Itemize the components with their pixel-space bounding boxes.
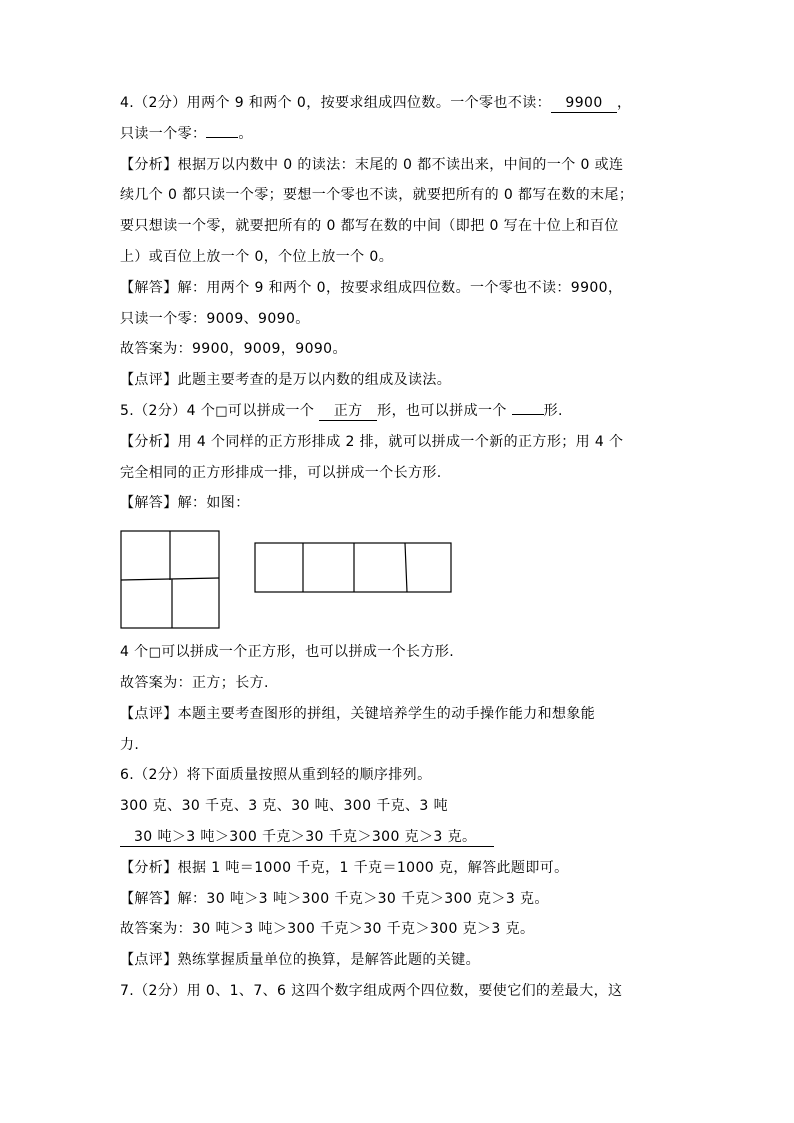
q5-answer-1: 正方 [319, 402, 377, 421]
q5-answer-blank [512, 398, 544, 415]
q4-answer-1: 9900 [551, 94, 617, 113]
q5-comment-2: 力. [120, 736, 140, 753]
q4-answer: 故答案为：9900，9009，9090。 [120, 341, 347, 358]
square-arrangement-figure [120, 523, 460, 629]
q5-stem-end: 形. [543, 402, 563, 419]
q4-analysis-4: 上）或百位上放一个 0，个位上放一个 0。 [120, 248, 394, 265]
q4-stem-comma: ， [617, 95, 632, 111]
q5-answer: 故答案为：正方；长方. [120, 674, 269, 691]
q5-analysis-2: 完全相同的正方形排成一排，可以拼成一个长方形. [120, 464, 442, 481]
q4-stem-line-2 [120, 119, 680, 150]
q4-answer-blank [206, 121, 238, 138]
q5-stem-text-2: 可以拼成一个 [227, 402, 320, 419]
q5-stem [120, 396, 680, 427]
q4-stem-end: 。 [238, 125, 253, 142]
q5-stem-text-3: 形，也可以拼成一个 [377, 402, 512, 419]
q6-stem: 6.（2分）将下面质量按照从重到轻的顺序排列。 [120, 767, 432, 784]
q5-solution-1: 【解答】解：如图： [120, 495, 250, 512]
q5-comment-1: 【点评】本题主要考查图形的拼组，关键培养学生的动手操作能力和想象能 [120, 705, 596, 722]
q6-analysis: 【分析】根据 1 吨＝1000 千克，1 千克＝1000 克，解答此题即可。 [120, 859, 569, 876]
long-rectangle-outline [255, 543, 451, 592]
square-glyph: □ [215, 403, 228, 419]
q4-solution-1: 【解答】解：用两个 9 和两个 0，按要求组成四位数。一个零也不读：9900， [120, 279, 623, 296]
q5-figures [120, 523, 680, 633]
q4-analysis-3: 要只想读一个零，就要把所有的 0 都写在数的中间（即把 0 写在十位上和百位 [120, 218, 619, 235]
q4-analysis-2: 续几个 0 都只读一个零；要想一个零也不读，就要把所有的 0 都写在数的末尾； [120, 187, 634, 204]
q5-after-figure-text-2: 可以拼成一个正方形，也可以拼成一个长方形. [161, 644, 455, 661]
rectangle-divider-3 [405, 543, 407, 592]
q4-solution-2: 只读一个零：9009、9090。 [120, 310, 310, 327]
q4-stem-text-2: 只读一个零： [120, 125, 207, 142]
q6-answer-line [120, 822, 680, 853]
q5-after-figure [120, 637, 680, 668]
q5-stem-text: 5.（2分）4 个 [120, 402, 216, 419]
q7-stem-1: 7.（2分）用 0、1、7、6 这四个数字组成两个四位数，要使它们的差最大，这 [120, 982, 623, 999]
square-glyph-2: □ [148, 645, 162, 661]
q4-stem-text: 4.（2分）用两个 9 和两个 0，按要求组成四位数。一个零也不读： [120, 95, 552, 111]
q6-items: 300 克、30 千克、3 克、30 吨、300 千克、3 吨 [120, 798, 448, 815]
q4-analysis-1: 【分析】根据万以内数中 0 的读法：末尾的 0 都不读出来，中间的一个 0 或连 [120, 156, 624, 173]
q6-answer: 故答案为：30 吨＞3 吨＞300 千克＞30 千克＞300 克＞3 克。 [120, 921, 535, 938]
q4-stem-line-1 [120, 88, 680, 119]
q5-analysis-1: 【分析】用 4 个同样的正方形排成 2 排，就可以拼成一个新的正方形；用 4 个 [120, 433, 624, 450]
q5-after-figure-text: 4 个 [120, 644, 149, 661]
q4-comment: 【点评】此题主要考查的是万以内数的组成及读法。 [120, 372, 452, 389]
q6-comment: 【点评】熟练掌握质量单位的换算，是解答此题的关键。 [120, 952, 480, 969]
q6-solution: 【解答】解：30 吨＞3 吨＞300 千克＞30 千克＞300 克＞3 克。 [120, 890, 549, 907]
document-page [120, 88, 680, 1007]
q6-answer-filled: 30 吨＞3 吨＞300 千克＞30 千克＞300 克＞3 克。 [120, 828, 494, 847]
